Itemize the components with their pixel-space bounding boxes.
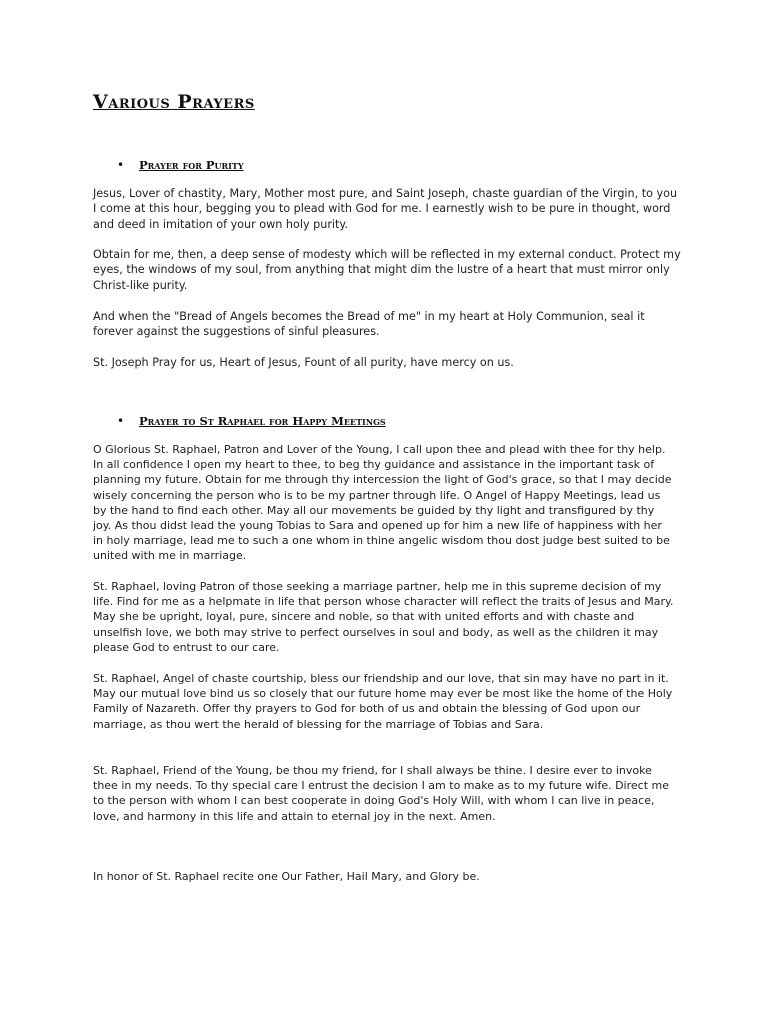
paragraph: St. Raphael, loving Patron of those seeking a marriage partner, help me in this supreme decision of my life. Find for me as a helpmate in life that person whose character will reflect the traits of Jesus and Mary. May she be upright, loyal, pure, sincere and noble, so that with united efforts and with chaste and unselfish love, we both may strive to perfect ourselves in soul and body, as well as the children it may please God to entrust to our care. (93, 580, 674, 654)
paragraph: Jesus, Lover of chastity, Mary, Mother most pure, and Saint Joseph, chaste guardian of the Virgin, to you I come at this hour, begging you to plead with God for me. I earnestly wish to be pure in thought, word and deed in imitation of your own holy purity. (93, 187, 678, 231)
paragraph: Obtain for me, then, a deep sense of modesty which will be reflected in my external conduct. Protect my eyes, the windows of my soul, from anything that might dim the lustre of a heart that must mirror only Christ-like purity. (93, 248, 681, 292)
paragraph: St. Raphael, Friend of the Young, be thou my friend, for I shall always be thine. I desire ever to invoke thee in my needs. To thy special care I entrust the decision I am to make as to my future wife. Direct me to the person with whom I can best cooperate in doing God's Holy Will, with whom I can live in peace, love, and harmony in this life and attain to eternal joy in the next. Amen. (93, 764, 670, 823)
section-heading-raphael: Prayer to St Raphael for Happy Meetings (139, 414, 386, 428)
page-title: Various Prayers (93, 91, 255, 113)
bullet-icon: • (117, 158, 125, 172)
paragraph: And when the "Bread of Angels becomes the Bread of me" in my heart at Holy Communion, seal it forever against the suggestions of sinful pleasures. (93, 310, 645, 339)
section-heading-purity: Prayer for Purity (139, 158, 244, 172)
paragraph: O Glorious St. Raphael, Patron and Lover of the Young, I call upon thee and plead with thee for thy help. In all confidence I open my heart to thee, to beg thy guidance and assistance in the important task of planning my future. Obtain for me through thy intercession the light of God's grace, so that I may decide wisely concerning the person who is to be my partner through life. O Angel of Happy Meetings, lead us by the hand to find each other. May all our movements be guided by thy light and transfigured by thy joy. As thou didst lead the young Tobias to Sara and opened up for him a new life of happiness with her in holy marriage, lead me to such a one whom in thine angelic wisdom thou dost judge best suited to be united with me in marriage. (93, 443, 672, 563)
paragraph: St. Raphael, Angel of chaste courtship, bless our friendship and our love, that sin may have no part in it. May our mutual love bind us so closely that our future home may ever be most like the home of the Holy Family of Nazareth. Offer thy prayers to God for both of us and obtain the blessing of God upon our marriage, as thou wert the herald of blessing for the marriage of Tobias and Sara. (93, 672, 673, 731)
bullet-icon: • (117, 414, 125, 428)
paragraph: St. Joseph Pray for us, Heart of Jesus, Fount of all purity, have mercy on us. (93, 356, 514, 369)
paragraph: In honor of St. Raphael recite one Our Father, Hail Mary, and Glory be. (93, 870, 480, 883)
